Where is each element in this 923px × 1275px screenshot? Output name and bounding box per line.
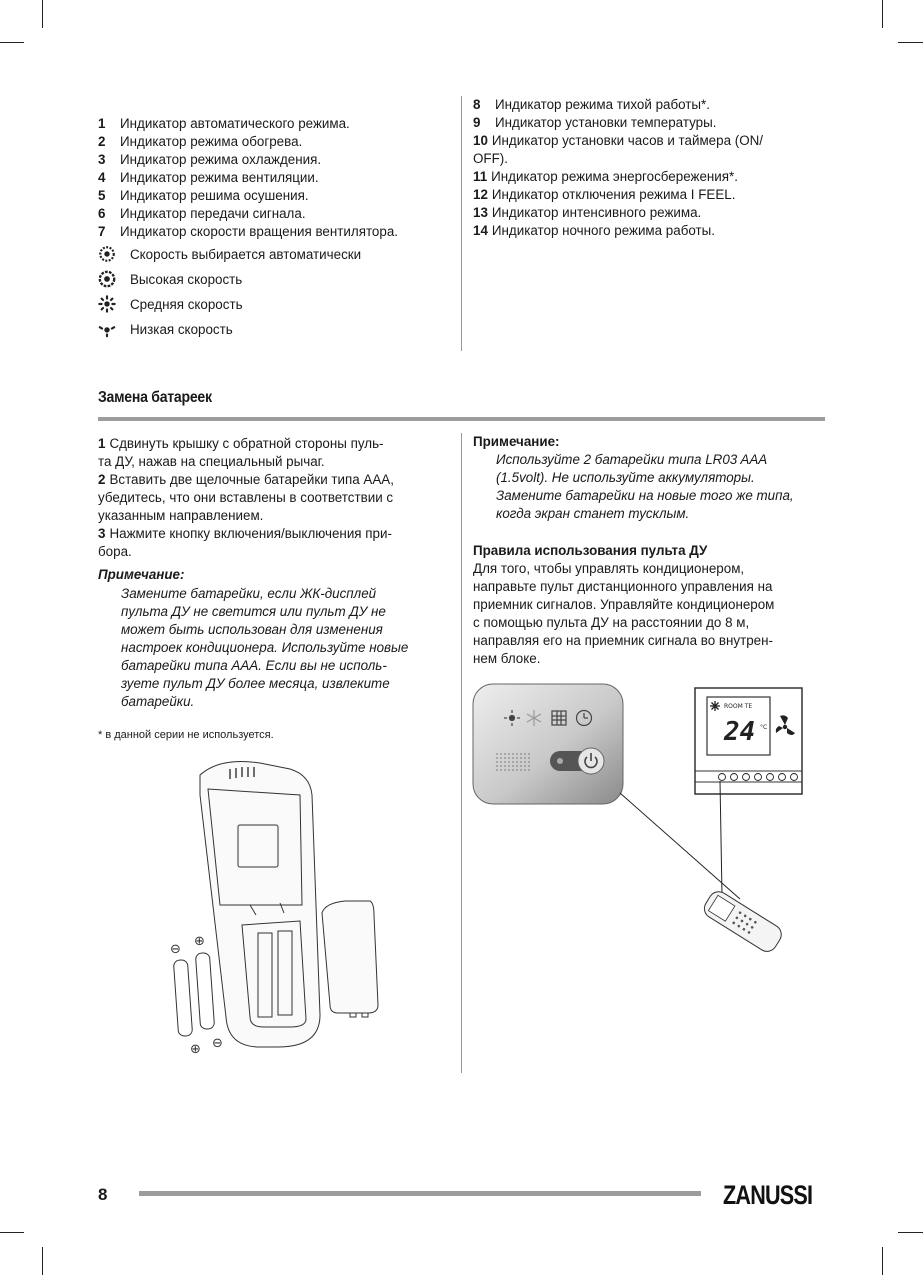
battery-steps: 1 Сдвинуть крышку с обратной стороны пуль- та ДУ, нажав на специальный рычаг. 2 Вставить две щелочные батарейки типа AAA, убедитесь, что они вставлены в соответствии с указанным направлением. 3 Нажмите кнопку включения/выключения при- бора. — [98, 436, 394, 559]
list-item: 11 Индикатор режима энергосбережения*. — [473, 169, 738, 184]
fan-speed-auto: Скорость выбирается автоматически — [98, 243, 361, 265]
rules-body: Для того, чтобы управлять кондиционером, направьте пульт дистанционного управления на приемник сигналов. Управляйте кондиционером с помощью пульта ДУ на расстоянии до 8 м, направляя его на приемник сигнала во внутрен- нем блоке. — [473, 561, 775, 666]
list-item: 9 Индикатор установки температуры. — [473, 115, 717, 130]
pointer-line — [720, 781, 722, 895]
fan-low-icon — [98, 320, 116, 338]
indicator-list-left — [98, 115, 398, 241]
list-item: 7 Индикатор скорости вращения вентилятора. — [98, 224, 398, 239]
note-body: Замените батарейки, если ЖК-дисплей пульта ДУ не светится или пульт ДУ не может быть использован для изменения настроек кондиционера. Используйте новые батарейки типа AAA. Если вы не исполь- зуете пульт ДУ более месяца, извлеките батарейки. — [121, 586, 409, 709]
crop-mark — [42, 1247, 43, 1275]
crop-mark — [42, 0, 43, 28]
list-item: 4 Индикатор режима вентиляции. — [98, 170, 319, 185]
list-item: 6 Индикатор передачи сигнала. — [98, 206, 306, 221]
crop-mark — [0, 42, 24, 43]
rules-title: Правила использования пульта ДУ — [473, 543, 708, 558]
snowflake-icon — [710, 701, 720, 711]
footer-rule — [139, 1191, 701, 1196]
column-divider — [461, 96, 462, 351]
note-title: Примечание: — [473, 434, 560, 449]
crop-mark — [882, 1247, 883, 1275]
crop-mark — [0, 1232, 24, 1233]
crop-mark — [882, 0, 883, 28]
temperature-unit: °C — [760, 724, 768, 731]
ac-panel-illustration — [472, 683, 807, 965]
list-item: OFF). — [473, 151, 508, 166]
temperature-readout: 24 — [724, 717, 756, 747]
battery-minus-symbol: ⊖ — [212, 1036, 223, 1051]
page-number: 8 — [98, 1185, 108, 1204]
fan-medium-icon — [98, 295, 116, 313]
footnote: * в данной серии не используется. — [98, 729, 274, 741]
remote-battery-illustration — [160, 755, 400, 1055]
note-body: Используйте 2 батарейки типа LR03 AAA (1.5volt). Не используйте аккумуляторы. Замените батарейки на новые того же типа, когда экран станет тусклым. — [496, 452, 794, 521]
column-divider — [461, 433, 462, 1073]
list-item: 13 Индикатор интенсивного режима. — [473, 205, 702, 220]
remote-control — [701, 888, 785, 955]
fan-speed-low: Низкая скорость — [98, 318, 233, 340]
room-label: ROOM TE — [724, 703, 753, 710]
section-title: Замена батареек — [98, 389, 212, 406]
list-item: 3 Индикатор режима охлаждения. — [98, 152, 322, 167]
crop-mark — [898, 1232, 923, 1233]
fan-high-icon — [98, 270, 116, 288]
fan-auto-icon — [98, 245, 116, 263]
indicator-list-right — [473, 96, 763, 240]
battery-plus-symbol: ⊕ — [194, 934, 205, 949]
list-item: 12 Индикатор отключения режима I FEEL. — [473, 187, 736, 202]
list-item: 14 Индикатор ночного режима работы. — [473, 223, 715, 238]
fan-speed-medium: Средняя скорость — [98, 293, 243, 315]
list-item: 10 Индикатор установки часов и таймера (ON/ — [473, 133, 764, 148]
section-rule — [98, 417, 825, 421]
fan-speed-high: Высокая скорость — [98, 268, 242, 290]
list-item: 8 Индикатор режима тихой работы*. — [473, 97, 710, 112]
note-title: Примечание: — [98, 567, 185, 582]
list-item: 1 Индикатор автоматического режима. — [98, 116, 350, 131]
power-button[interactable] — [550, 748, 604, 774]
brand-logo: ZANUSSI — [723, 1180, 813, 1210]
battery-plus-symbol: ⊕ — [190, 1042, 201, 1055]
list-item: 5 Индикатор решима осушения. — [98, 188, 309, 203]
battery-minus-symbol: ⊖ — [170, 942, 181, 957]
list-item: 2 Индикатор режима обогрева. — [98, 134, 303, 149]
crop-mark — [898, 42, 923, 43]
wall-display-unit — [695, 688, 802, 794]
